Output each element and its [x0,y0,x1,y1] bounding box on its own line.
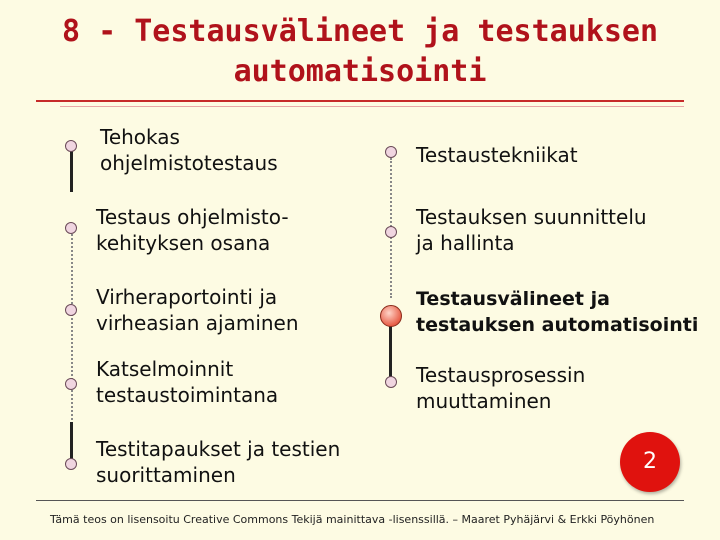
right-item-4 [416,362,585,414]
left-item-1-line-1: Tehokas [100,125,180,149]
left-item-2-line-2: kehityksen osana [96,231,271,255]
left-node-3 [65,304,77,316]
left-item-5-line-1: Testitapaukset ja testien [96,437,341,461]
right-node-active [380,305,402,327]
right-timeline-segment [389,325,392,377]
right-item-active [416,286,698,338]
left-timeline-dotted [71,230,73,420]
left-node-5 [65,458,77,470]
right-item-4-line-1: Testausprosessin [416,363,586,387]
left-node-2 [65,222,77,234]
right-node-2 [385,226,397,238]
page-number-badge: 2 [620,432,680,492]
slide-title-line-2: automatisointi [233,54,487,89]
left-item-3-line-2: virheasian ajaminen [96,311,299,335]
right-item-2 [416,204,647,256]
right-item-3-line-1: Testausvälineet ja [416,288,610,310]
slide-title-line-1: 8 - Testausvälineet ja testauksen [61,14,659,49]
footer-rule [36,500,684,501]
left-timeline-segment-1 [70,150,73,192]
title-underline [36,100,684,102]
right-item-4-line-2: muuttaminen [416,389,552,413]
left-item-5-line-2: suorittaminen [96,463,236,487]
left-timeline-segment-2 [70,422,73,462]
slide-title [40,12,680,92]
right-node-1 [385,146,397,158]
left-item-3 [96,284,299,336]
right-item-1-line-1: Testaustekniikat [416,143,578,167]
license-footer: Tämä teos on lisensoitu Creative Commons Tekijä mainittava -lisenssillä. – Maaret Pyhäjärvi & Erkki Pöyhönen [50,513,655,526]
right-item-3-line-2: testauksen automatisointi [416,314,699,336]
left-item-2 [96,204,289,256]
left-item-4 [96,356,278,408]
left-item-1 [100,124,278,176]
left-item-2-line-1: Testaus ohjelmisto- [96,205,289,229]
right-item-1 [416,142,578,168]
left-node-1 [65,140,77,152]
left-node-4 [65,378,77,390]
title-underline-shadow [60,106,684,107]
left-item-3-line-1: Virheraportointi ja [96,285,278,309]
left-item-5 [96,436,340,488]
right-item-2-line-2: ja hallinta [416,231,515,255]
right-item-2-line-1: Testauksen suunnittelu [416,205,647,229]
right-node-4 [385,376,397,388]
left-item-4-line-2: testaustoimintana [96,383,279,407]
left-item-1-line-2: ohjelmistotestaus [100,151,278,175]
left-item-4-line-1: Katselmoinnit [96,357,234,381]
